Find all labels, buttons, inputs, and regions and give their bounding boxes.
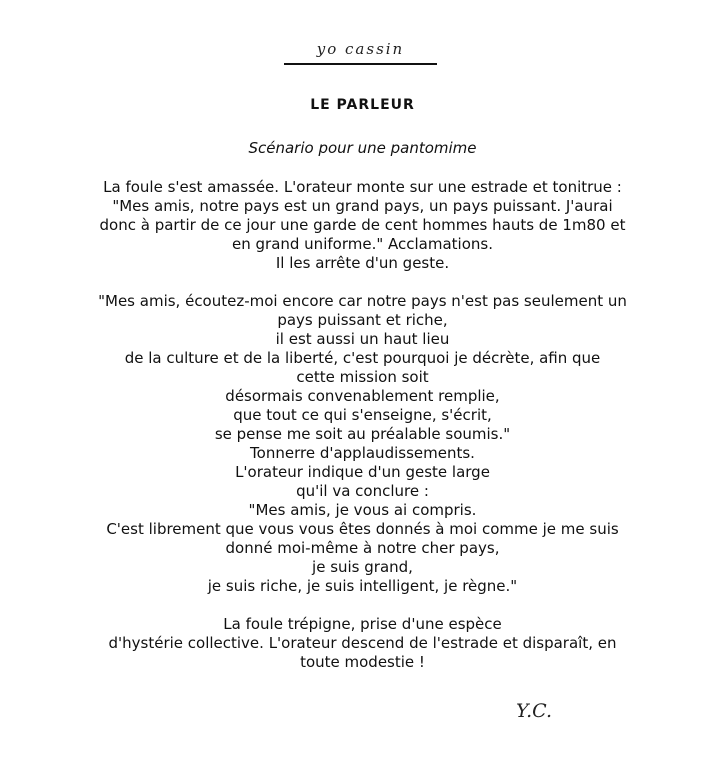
text-line: C'est librement que vous vous êtes donnés à moi comme je me suis bbox=[106, 520, 619, 538]
text-line: "Mes amis, je vous ai compris. bbox=[248, 501, 477, 519]
text-line: "Mes amis, écoutez-moi encore car notre pays n'est pas seulement un bbox=[98, 292, 627, 310]
page-title: LE PARLEUR bbox=[310, 97, 415, 113]
text-line: La foule s'est amassée. L'orateur monte sur une estrade et tonitrue : bbox=[103, 178, 622, 196]
stanza-break bbox=[96, 273, 629, 292]
text-line: Tonnerre d'applaudissements. bbox=[250, 444, 475, 462]
page-subtitle: Scénario pour une pantomime bbox=[248, 139, 477, 157]
text-line: de la culture et de la liberté, c'est pourquoi je décrète, afin que bbox=[124, 349, 601, 367]
text-line: que tout ce qui s'enseigne, s'écrit, bbox=[233, 406, 492, 424]
text-line: L'orateur indique d'un geste large bbox=[235, 463, 490, 481]
text-line: d'hystérie collective. L'orateur descend de l'estrade et disparaît, en bbox=[108, 634, 617, 652]
text-line: La foule trépigne, prise d'une espèce bbox=[223, 615, 502, 633]
text-line: cette mission soit bbox=[296, 368, 429, 386]
author-name: yo cassin bbox=[284, 40, 437, 65]
text-line: donné moi-même à notre cher pays, bbox=[225, 539, 500, 557]
text-line: je suis riche, je suis intelligent, je règne." bbox=[207, 577, 518, 595]
text-line: en grand uniforme." Acclamations. bbox=[232, 235, 493, 253]
signature-initials: Y.C. bbox=[516, 700, 553, 722]
text-line: désormais convenablement remplie, bbox=[225, 387, 500, 405]
text-line: se pense me soit au préalable soumis." bbox=[214, 425, 511, 443]
text-line: "Mes amis, notre pays est un grand pays, un pays puissant. J'aurai bbox=[112, 197, 613, 215]
text-line: il est aussi un haut lieu bbox=[275, 330, 450, 348]
text-line: Il les arrête d'un geste. bbox=[275, 254, 450, 272]
text-line: qu'il va conclure : bbox=[296, 482, 429, 500]
text-line: toute modestie ! bbox=[300, 653, 425, 671]
text-line: je suis grand, bbox=[312, 558, 413, 576]
poem-body bbox=[96, 178, 629, 672]
text-line: donc à partir de ce jour une garde de cent hommes hauts de 1m80 et bbox=[99, 216, 626, 234]
text-line: pays puissant et riche, bbox=[277, 311, 448, 329]
stanza-break bbox=[96, 596, 629, 615]
